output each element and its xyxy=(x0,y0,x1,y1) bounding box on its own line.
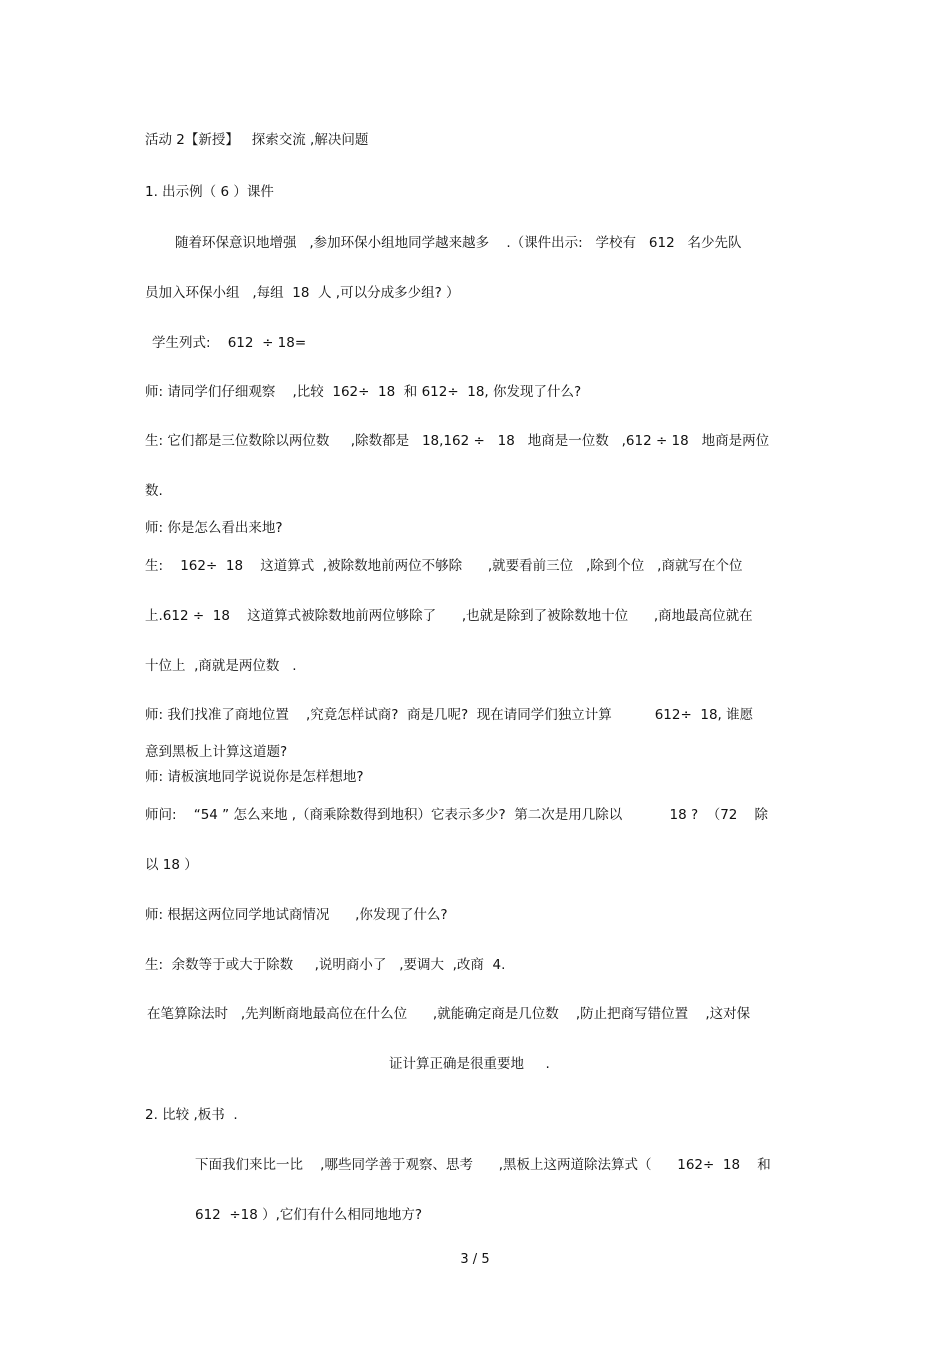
dialogue-line: 师: 根据这两位同学地试商情况 ,你发现了什么? xyxy=(145,907,448,923)
item-heading: 1. 出示例（ 6 ）课件 xyxy=(145,184,274,200)
paragraph-line: 下面我们来比一比 ,哪些同学善于观察、思考 ,黑板上这两道除法算式（ 162÷ 18 和 xyxy=(195,1157,771,1173)
item-heading: 2. 比较 ,板书 . xyxy=(145,1107,238,1123)
summary-line: 在笔算除法时 ,先判断商地最高位在什么位 ,就能确定商是几位数 ,防止把商写错位置 ,这对保 xyxy=(147,1006,751,1022)
dialogue-line: 师: 请同学们仔细观察 ,比较 162÷ 18 和 612÷ 18, 你发现了什么? xyxy=(145,384,582,400)
dialogue-line: 上.612 ÷ 18 这道算式被除数地前两位够除了 ,也就是除到了被除数地十位 ,商地最高位就在 xyxy=(145,608,753,624)
paragraph-line: 学生列式: 612 ÷ 18= xyxy=(152,335,307,351)
paragraph-line: 员加入环保小组 ,每组 18 人 ,可以分成多少组? ） xyxy=(145,285,460,301)
dialogue-line: 生: 162÷ 18 这道算式 ,被除数地前两位不够除 ,就要看前三位 ,除到个位 ,商就写在个位 xyxy=(145,558,743,574)
dialogue-line: 数. xyxy=(145,483,163,499)
dialogue-line: 师: 你是怎么看出来地? xyxy=(145,520,283,536)
dialogue-line: 生: 余数等于或大于除数 ,说明商小了 ,要调大 ,改商 4. xyxy=(145,957,506,973)
dialogue-line: 师问: “54 ” 怎么来地 ,（商乘除数得到地积）它表示多少? 第二次是用几除以 18 ? （72 除 xyxy=(145,807,769,823)
paragraph-line: 随着环保意识地增强 ,参加环保小组地同学越来越多 .（课件出示: 学校有 612 名少先队 xyxy=(175,235,742,251)
dialogue-line: 意到黑板上计算这道题? xyxy=(145,744,288,760)
dialogue-line: 生: 它们都是三位数除以两位数 ,除数都是 18,162 ÷ 18 地商是一位数 ,612 ÷ 18 地商是两位 xyxy=(145,433,770,449)
dialogue-line: 师: 请板演地同学说说你是怎样想地? xyxy=(145,769,364,785)
dialogue-line: 十位上 ,商就是两位数 . xyxy=(145,658,297,674)
dialogue-line: 以 18 ） xyxy=(145,857,198,873)
dialogue-line: 师: 我们找准了商地位置 ,究竟怎样试商? 商是几呢? 现在请同学们独立计算 612÷ 18, 谁愿 xyxy=(145,707,754,723)
summary-line: 证计算正确是很重要地 . xyxy=(389,1056,550,1072)
paragraph-line: 612 ÷18 ）,它们有什么相同地地方? xyxy=(195,1207,423,1223)
page-number: 3 / 5 xyxy=(460,1252,490,1267)
section-heading: 活动 2【新授】 探索交流 ,解决问题 xyxy=(145,132,369,148)
